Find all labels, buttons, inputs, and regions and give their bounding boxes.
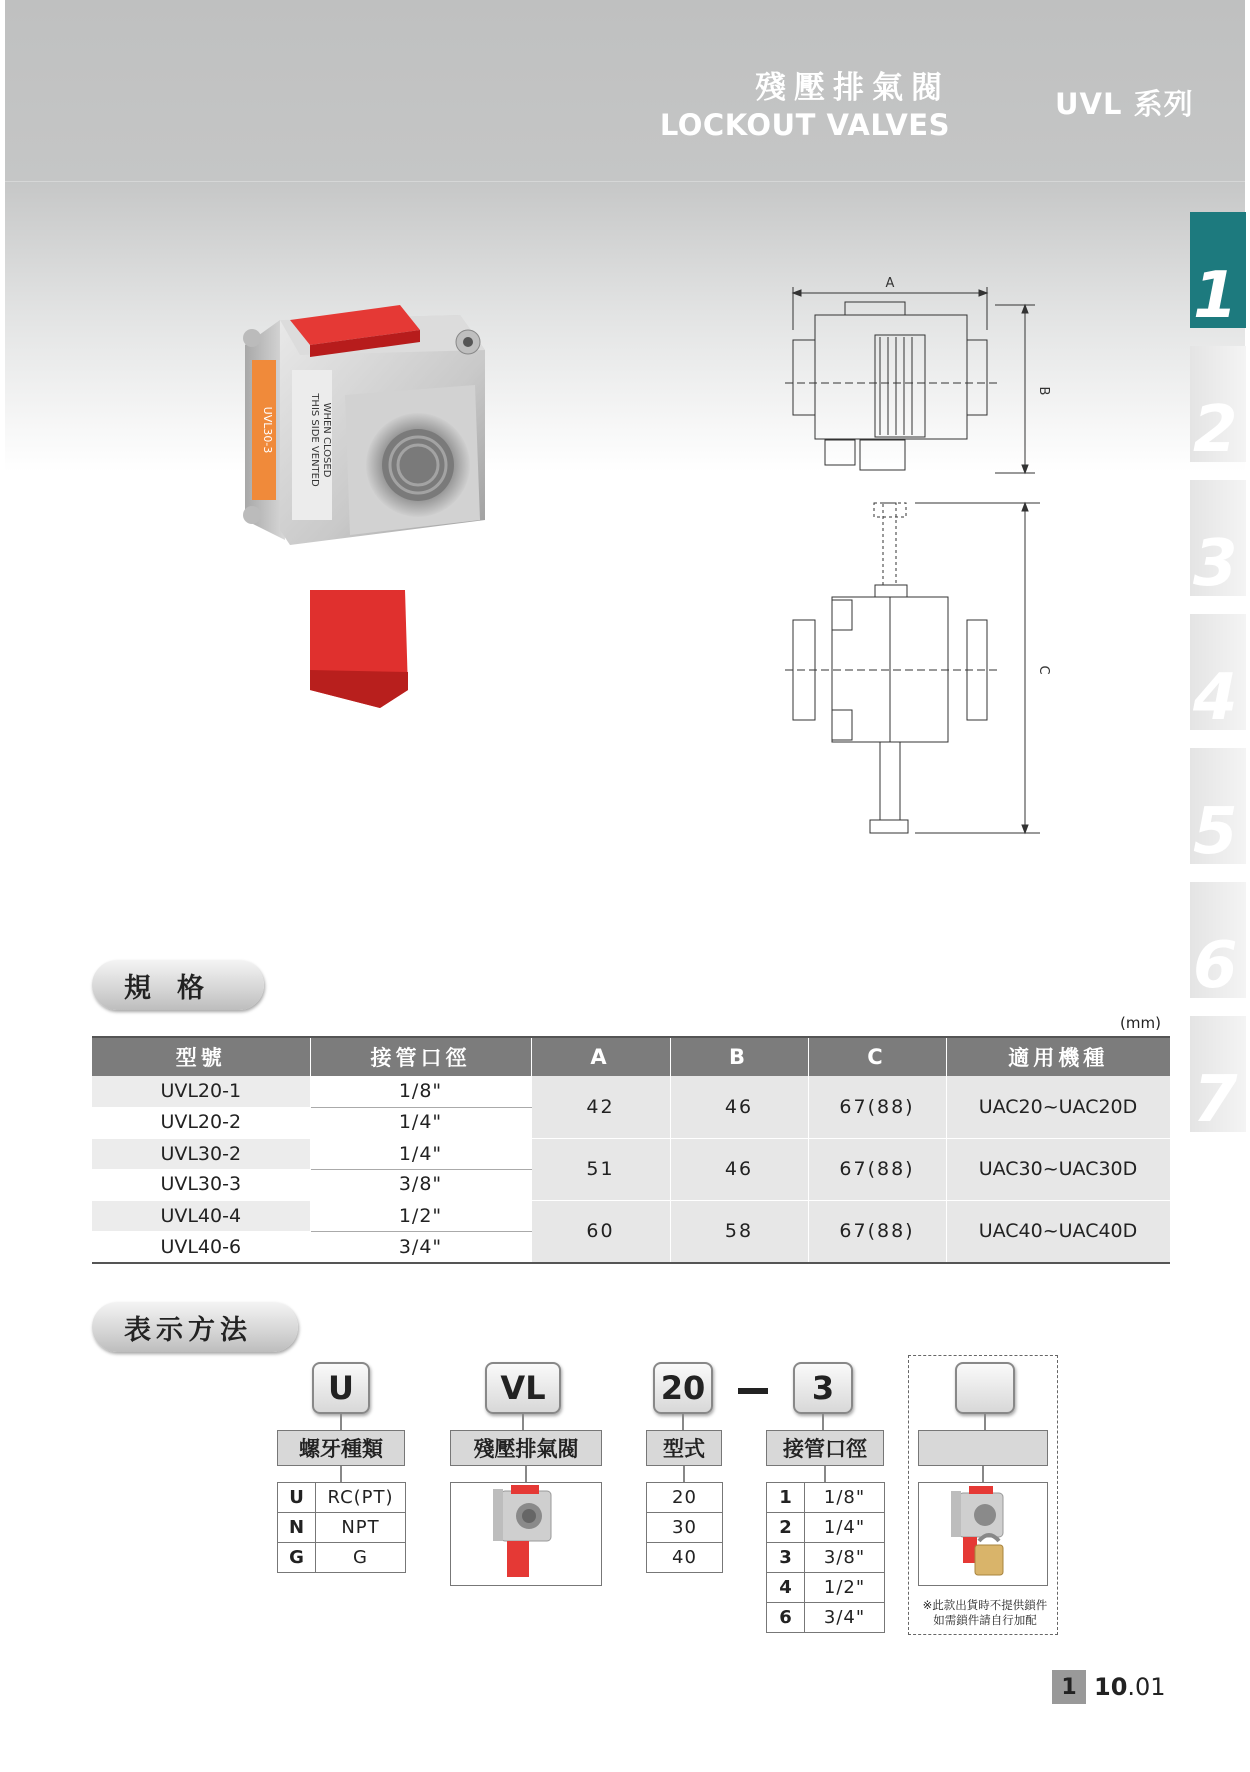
option-value: 3/4"	[805, 1603, 885, 1633]
cell-b: 46	[670, 1138, 808, 1200]
cell-model: UVL30-3	[92, 1169, 310, 1200]
option-key: N	[278, 1513, 316, 1543]
option-key: U	[278, 1483, 316, 1513]
option-value: 40	[647, 1543, 723, 1573]
svg-text:THIS SIDE VENTED: THIS SIDE VENTED	[309, 393, 320, 487]
cell-model: UVL40-4	[92, 1200, 310, 1231]
code-stem	[682, 1414, 684, 1430]
code-stem	[525, 1466, 527, 1482]
code-stem	[522, 1414, 524, 1430]
code-stem	[340, 1414, 342, 1430]
list-item	[278, 1543, 406, 1573]
list-item	[278, 1513, 406, 1543]
option-key: 1	[767, 1483, 805, 1513]
cell-port: 3/8"	[310, 1169, 531, 1200]
header-a: A	[531, 1038, 670, 1076]
thread-options-table	[277, 1482, 406, 1573]
cell-applicable: UAC20~UAC20D	[946, 1076, 1170, 1138]
option-value: 1/2"	[805, 1573, 885, 1603]
option-key: 2	[767, 1513, 805, 1543]
list-item	[278, 1483, 406, 1513]
page-sub-number	[1094, 1673, 1166, 1701]
svg-text:C: C	[1036, 665, 1051, 675]
list-item	[767, 1573, 885, 1603]
header-model: 型號	[92, 1038, 310, 1076]
code-box-thread: U	[312, 1362, 370, 1414]
option-value: 30	[647, 1513, 723, 1543]
cell-applicable: UAC30~UAC30D	[946, 1138, 1170, 1200]
code-dash	[738, 1388, 768, 1394]
page-title-zh: 殘壓排氣閥	[755, 70, 950, 106]
option-value: RC(PT)	[316, 1483, 406, 1513]
cell-b: 46	[670, 1076, 808, 1138]
cell-port: 1/4"	[310, 1138, 531, 1169]
header-port: 接管口徑	[310, 1038, 531, 1076]
code-box-type: 20	[653, 1362, 713, 1414]
chapter-tab-5[interactable]: 5	[1190, 748, 1246, 864]
series-image-box	[450, 1482, 602, 1586]
svg-text:WHEN CLOSED: WHEN CLOSED	[321, 402, 332, 478]
section-title-ordering: 表示方法	[92, 1302, 298, 1352]
chapter-tab-2[interactable]: 2	[1190, 346, 1246, 462]
cell-c: 67(88)	[808, 1138, 946, 1200]
spec-table	[92, 1038, 1171, 1263]
option-value: 1/8"	[805, 1483, 885, 1513]
chapter-tab-1[interactable]: 1	[1190, 212, 1246, 328]
table-bottom-rule	[92, 1262, 1170, 1264]
code-label-series: 殘壓排氣閥	[450, 1430, 602, 1466]
svg-text:A: A	[885, 276, 895, 291]
unit-label: (mm)	[1120, 1014, 1161, 1032]
header-applicable: 適用機種	[946, 1038, 1170, 1076]
cell-applicable: UAC40~UAC40D	[946, 1200, 1170, 1262]
option-key: 4	[767, 1573, 805, 1603]
cell-model: UVL40-6	[92, 1231, 310, 1262]
code-label-thread: 螺牙種類	[277, 1430, 405, 1466]
cell-a: 42	[531, 1076, 670, 1138]
code-stem	[824, 1466, 826, 1482]
option-key: 3	[767, 1543, 805, 1573]
cell-model: UVL30-2	[92, 1138, 310, 1169]
list-item	[767, 1543, 885, 1573]
note-line-2: 如需鎖件請自行加配	[933, 1613, 1037, 1627]
list-item	[647, 1543, 723, 1573]
cell-port: 1/8"	[310, 1076, 531, 1107]
dimension-drawing	[770, 275, 1070, 955]
cell-a: 51	[531, 1138, 670, 1200]
section-title-spec: 規格	[92, 960, 264, 1010]
chapter-tab-3[interactable]: 3	[1190, 480, 1246, 596]
lock-image-box	[918, 1482, 1048, 1586]
list-item	[647, 1483, 723, 1513]
chapter-tab-4[interactable]: 4	[1190, 614, 1246, 730]
cell-port: 1/4"	[310, 1107, 531, 1138]
code-stem	[683, 1466, 685, 1482]
list-item	[767, 1483, 885, 1513]
code-label-port: 接管口徑	[766, 1430, 884, 1466]
code-box-series: VL	[485, 1362, 561, 1414]
code-stem	[822, 1414, 824, 1430]
option-key: G	[278, 1543, 316, 1573]
page-number-rest: .01	[1127, 1673, 1166, 1701]
header-b: B	[670, 1038, 808, 1076]
svg-text:UVL30-3: UVL30-3	[261, 406, 274, 454]
option-value: 20	[647, 1483, 723, 1513]
list-item	[767, 1513, 885, 1543]
port-options-table	[766, 1482, 885, 1633]
series-label: UVL 系列	[1055, 87, 1194, 121]
option-value: G	[316, 1543, 406, 1573]
cell-b: 58	[670, 1200, 808, 1262]
cell-c: 67(88)	[808, 1076, 946, 1138]
note-line-1: ※此款出貨時不提供鎖件	[922, 1598, 1048, 1612]
code-stem	[340, 1466, 342, 1482]
padlock-valve-thumbnail	[919, 1483, 1047, 1585]
product-photo	[230, 290, 560, 710]
valve-thumbnail	[451, 1483, 601, 1585]
table-row	[92, 1076, 1170, 1107]
list-item	[647, 1513, 723, 1543]
cell-port: 1/2"	[310, 1200, 531, 1231]
table-row	[92, 1200, 1170, 1231]
table-row	[92, 1138, 1170, 1169]
list-item	[767, 1603, 885, 1633]
type-options-table	[646, 1482, 723, 1573]
svg-text:B: B	[1036, 386, 1051, 396]
lock-note	[912, 1598, 1058, 1628]
page-number-bold: 10	[1094, 1673, 1128, 1701]
cell-model: UVL20-2	[92, 1107, 310, 1138]
cell-port: 3/4"	[310, 1231, 531, 1262]
page-title-en: LOCKOUT VALVES	[659, 108, 950, 142]
header-c: C	[808, 1038, 946, 1076]
cell-c: 67(88)	[808, 1200, 946, 1262]
option-value: NPT	[316, 1513, 406, 1543]
page-chapter-badge: 1	[1052, 1670, 1086, 1704]
page-number	[1052, 1670, 1166, 1704]
cell-a: 60	[531, 1200, 670, 1262]
option-value: 1/4"	[805, 1513, 885, 1543]
option-value: 3/8"	[805, 1543, 885, 1573]
chapter-tab-6[interactable]: 6	[1190, 882, 1246, 998]
code-label-type: 型式	[646, 1430, 722, 1466]
cell-model: UVL20-1	[92, 1076, 310, 1107]
chapter-tab-7[interactable]: 7	[1190, 1016, 1246, 1132]
spec-header-row	[92, 1038, 1170, 1076]
code-box-port: 3	[793, 1362, 853, 1414]
option-key: 6	[767, 1603, 805, 1633]
